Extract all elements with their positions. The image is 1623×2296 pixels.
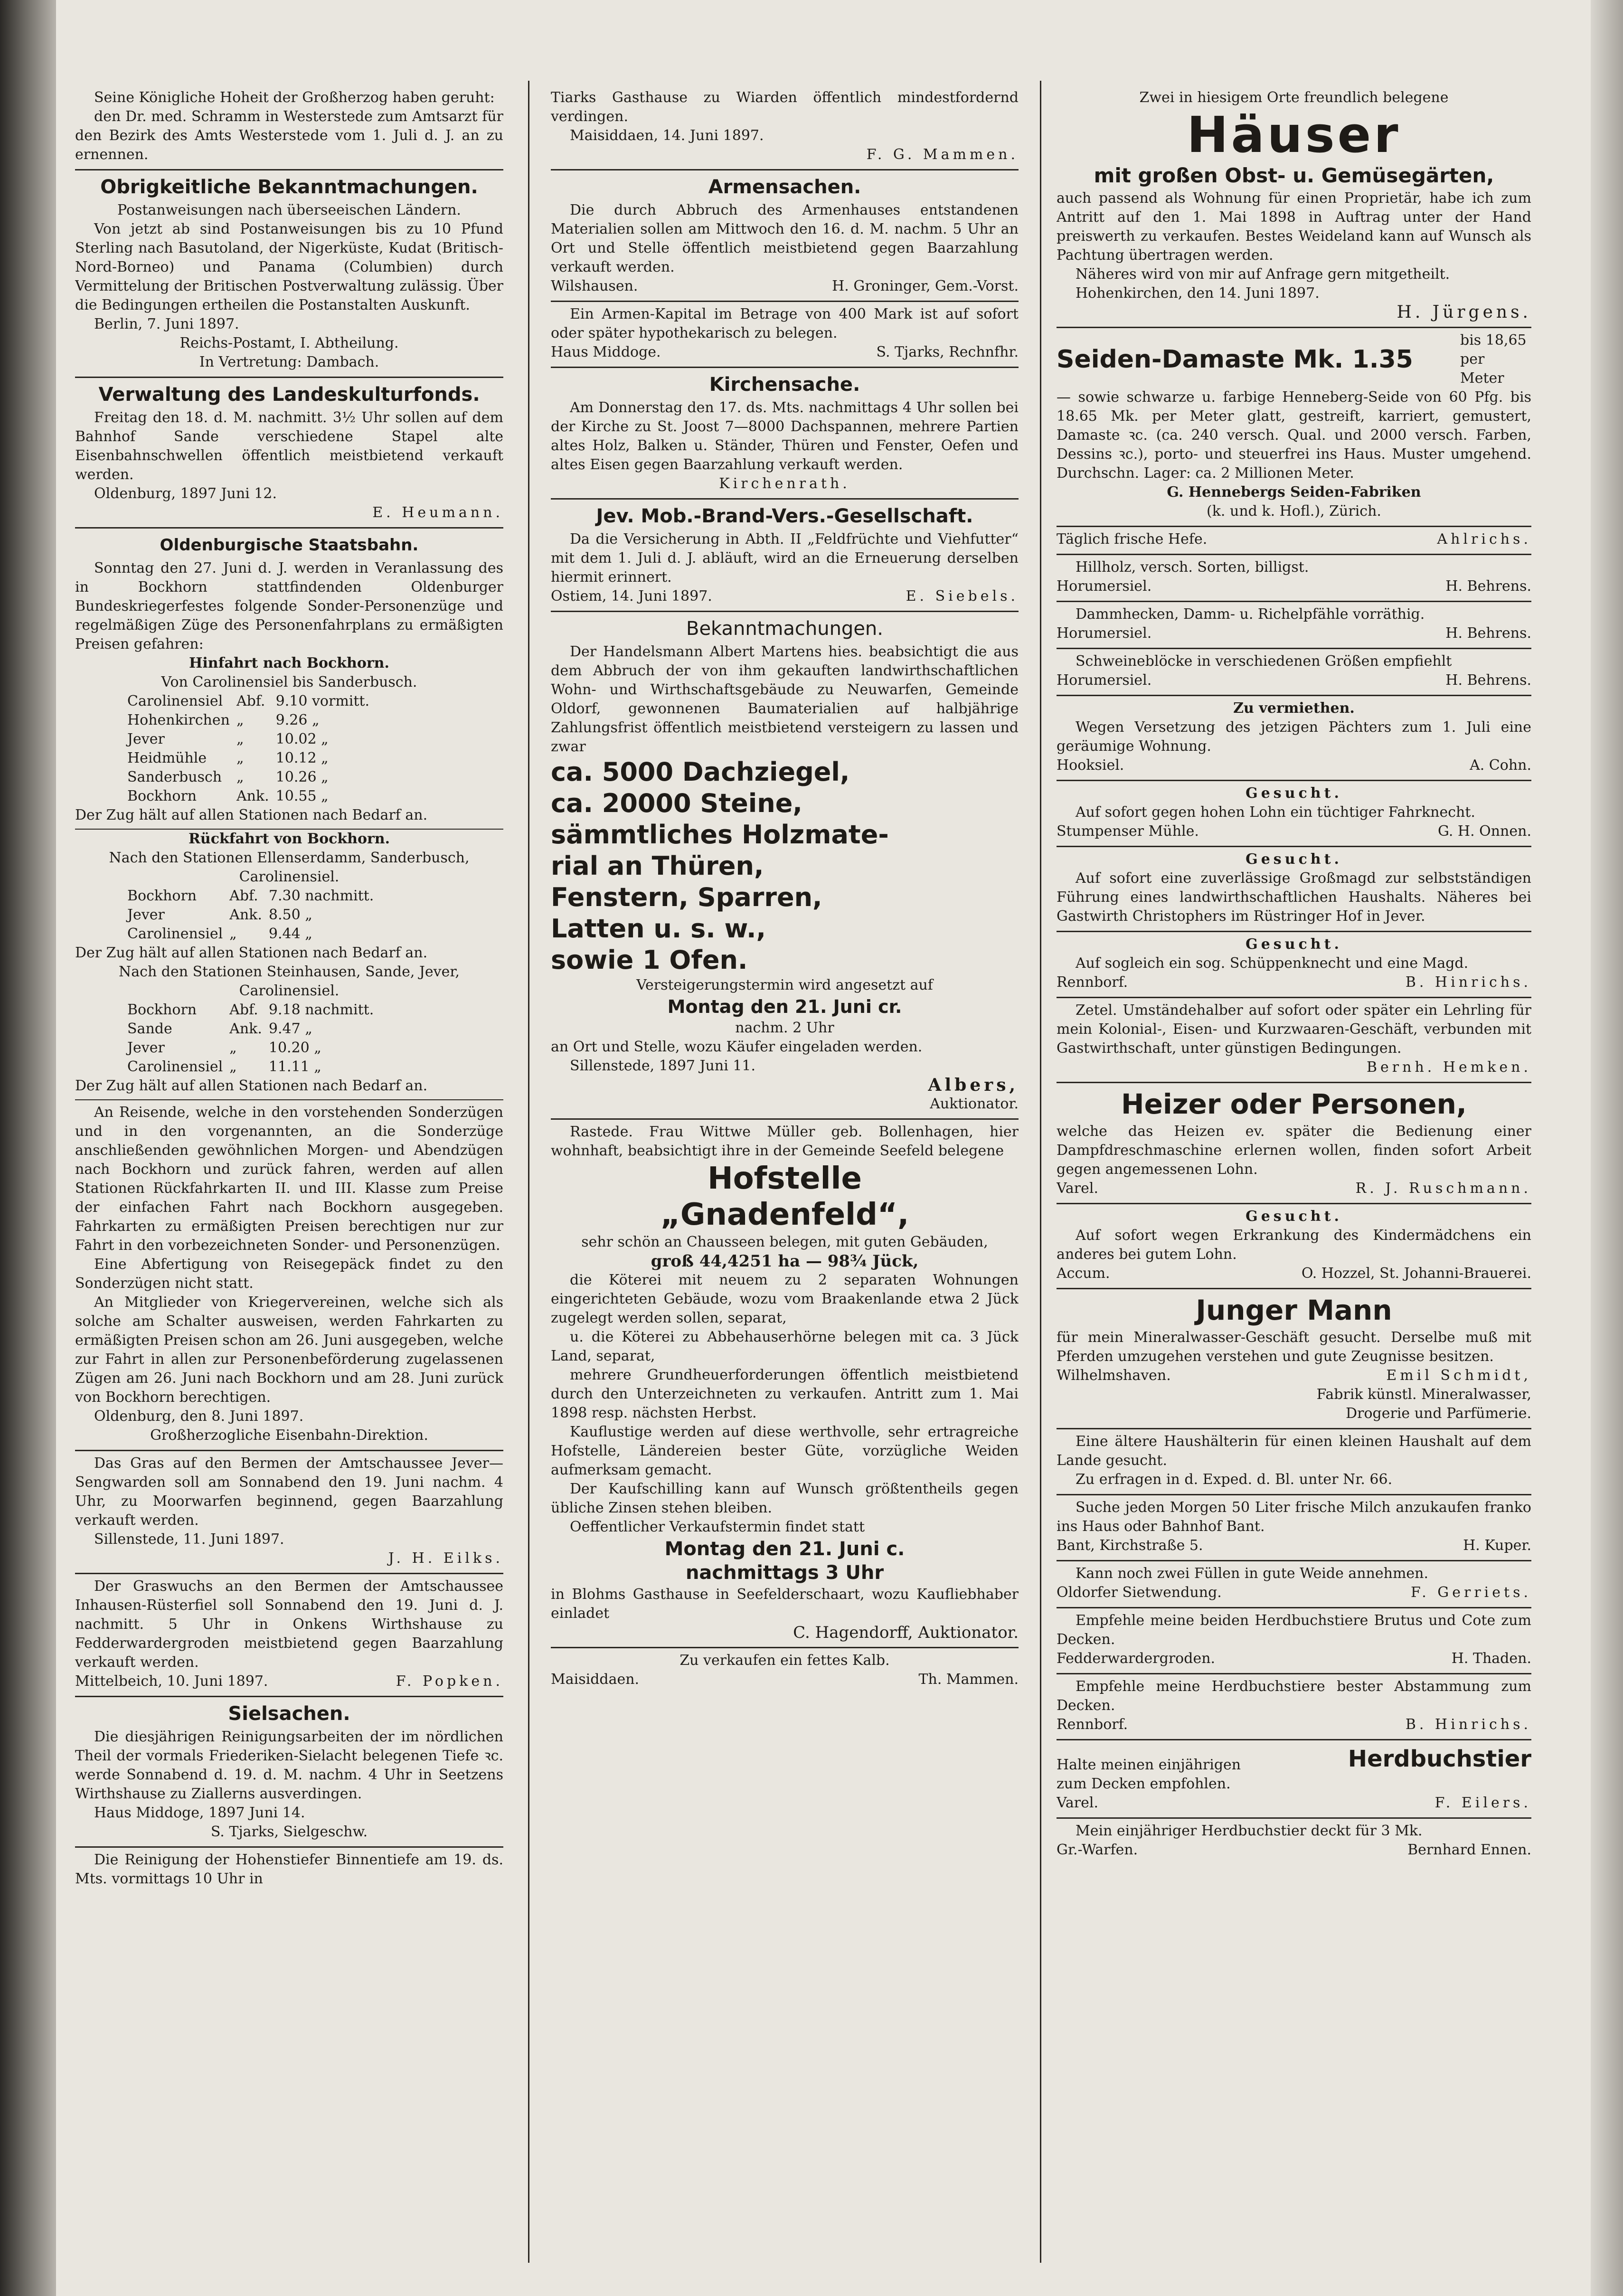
notice-heading: Bekanntmachungen. (686, 618, 883, 640)
direction: Abf. (229, 888, 258, 904)
text: in Blohms Gasthause in Seefelderschaart, wozu Kaufliebhaber einladet (551, 1586, 1019, 1622)
station: Bockhorn (127, 888, 197, 904)
place-date: Sillenstede, 1897 Juni 11. (570, 1058, 756, 1074)
signature: (k. und k. Hofl.), Zürich. (1207, 503, 1381, 520)
time: 10.55 „ (275, 788, 329, 804)
ad-gesucht-kindermaedchen (1057, 1204, 1531, 1289)
ad-junger-mann (1057, 1289, 1531, 1429)
text: Auf sogleich ein sog. Schüppenknecht und eine Magd. (1076, 955, 1469, 972)
signature-role: Auktionator. (930, 1096, 1019, 1112)
auction-item: Fenstern, Sparren, (551, 882, 822, 912)
signature-line (551, 587, 1019, 606)
ad-headline: Seiden-Damaste Mk. 1.35 (1057, 345, 1413, 374)
time: 10.12 „ (275, 750, 329, 766)
signature-line (1057, 1583, 1531, 1602)
ad-brutus (1057, 1608, 1531, 1674)
place: Maisiddaen. (551, 1671, 640, 1688)
ad-gesucht-fahrknecht (1057, 781, 1531, 847)
signature: Th. Mammen. (918, 1671, 1019, 1688)
signature-line (1057, 756, 1531, 775)
text: Die diesjährigen Reinigungsarbeiten der im nördlichen Theil der vormals Friederiken-Sielacht belegenen Tiefe ꝛc. werde Sonnabend d. 19. d. M. nachm. 4 Uhr in Seetzens Wirthshause zu Ziallerns ausverdingen. (75, 1729, 503, 1802)
timetable-row (127, 768, 376, 787)
notice-sielsachen (75, 1697, 503, 1848)
signature-line (1057, 822, 1531, 841)
text: — sowie schwarze u. farbige Henneberg-Seide von 60 Pfg. bis 18.65 Mk. per Meter glatt, gestreift, karriert, gemustert, Damaste ꝛc. (ca. 240 versch. Qual. und 2000 versch. Farben, Dessins ꝛc.), porto- und steuerfrei ins Haus. Muster umgehend. Durchschn. Lager: ca. 2 Millionen Meter. (1057, 389, 1531, 482)
subheading: Nach den Stationen Ellenserdamm, Sanderbusch, Carolinensiel. (109, 850, 470, 885)
ad-hefe (1057, 527, 1531, 555)
notice-reinigung (75, 1848, 503, 1893)
ad-headline: „Gnadenfeld“, (660, 1197, 909, 1232)
column-rule-left (528, 81, 529, 2263)
column-right (1057, 85, 1531, 2268)
station: Jever (127, 731, 165, 747)
direction: „ (236, 750, 244, 766)
time: 11.11 „ (268, 1058, 321, 1075)
timetable-row (127, 1058, 380, 1077)
ad-headline: Junger Mann (1196, 1294, 1392, 1326)
notice-heading: Armensachen. (708, 176, 861, 198)
text: Dammhecken, Damm- u. Richelpfähle vorräthig. (1076, 606, 1425, 623)
timetable-row (127, 787, 376, 806)
place-date: Sillenstede, 11. Juni 1897. (94, 1531, 284, 1548)
signature: A. Cohn. (1470, 757, 1531, 774)
ad-herdbuchstier-2 (1057, 1819, 1531, 1864)
text: Empfehle meine Herdbuchstiere bester Abstammung zum Decken. (1057, 1678, 1531, 1714)
text: Zetel. Umständehalber auf sofort oder später ein Lehrling für mein Kolonial-, Eisen- und Kurzwaaren-Geschäft, verbunden mit Gastwirthschaft, unter günstigen Bedingungen. (1057, 1002, 1531, 1057)
text: Mein einjähriger Herdbuchstier deckt für 3 Mk. (1076, 1823, 1423, 1839)
station: Heidmühle (127, 750, 207, 766)
text: Freitag den 18. d. M. nachmitt. 3½ Uhr sollen auf dem Bahnhof Sande verschiedene Stapel alte Eisenbahnschwellen öffentlich meistbietend verkauft werden. (75, 409, 503, 483)
timetable-hinfahrt (127, 692, 376, 806)
place: Wilhelmshaven. (1057, 1367, 1171, 1384)
signature-line (1057, 1179, 1531, 1198)
timetable-row (127, 749, 376, 768)
direction: Abf. (236, 693, 265, 709)
signature: B. Hinrichs. (1405, 974, 1531, 991)
time: 9.18 nachmitt. (268, 1002, 374, 1018)
timetable-row (127, 1039, 380, 1058)
text: Da die Versicherung in Abth. II „Feldfrüchte und Viehfutter“ mit dem 1. Juli d. J. abläuft, wird an die Erneuerung derselben hiermit erinnert. (551, 531, 1019, 586)
notice-armensachen (551, 170, 1019, 302)
text: die Köterei mit neuem zu 2 separaten Wohnungen eingerichteten Gebäude, wozu vom Braakenlande etwa 2 Jück zugelegt werden sollen, separat, (551, 1272, 1019, 1326)
place: Rennborf. (1057, 1716, 1128, 1733)
ad-herdbuchstiere (1057, 1674, 1531, 1740)
auction-item: rial an Thüren, (551, 851, 764, 881)
ad-seide (1057, 328, 1531, 527)
notice-graswuchs (75, 1574, 503, 1697)
signature: O. Hozzel, St. Johanni-Brauerei. (1301, 1265, 1531, 1282)
timetable-row (127, 730, 376, 749)
signature-line (1057, 973, 1531, 992)
notice-postal (75, 170, 503, 378)
time: 10.26 „ (275, 769, 329, 785)
text: Der Zug hält auf allen Stationen nach Bedarf an. (75, 945, 428, 961)
notice-kalb (551, 1648, 1019, 1694)
auction-time: nachm. 2 Uhr (735, 1020, 834, 1036)
signature: E. Siebels. (906, 588, 1019, 605)
place: Varel. (1057, 1795, 1099, 1811)
station: Carolinensiel (127, 1058, 223, 1075)
auction-item: Latten u. s. w., (551, 914, 766, 944)
time: 9.26 „ (275, 712, 320, 728)
station: Sande (127, 1020, 172, 1037)
station: Carolinensiel (127, 926, 223, 942)
signature: Ahlrichs. (1437, 531, 1531, 548)
text: Ein Armen-Kapital im Betrage von 400 Mark ist auf sofort oder später hypothekarisch zu belegen. (551, 306, 1019, 341)
price-range: bis 18,65 per Meter (1460, 332, 1527, 387)
place: Rennborf. (1057, 974, 1128, 991)
time: 9.47 „ (268, 1020, 312, 1037)
ad-title-row (1057, 1743, 1531, 1775)
signature: G. Hennebergs Seiden-Fabriken (1167, 484, 1421, 501)
station: Jever (127, 1039, 165, 1056)
ad-haeuser (1057, 85, 1531, 328)
signature: Reichs-Postamt, I. Abtheilung. (179, 335, 399, 351)
signature: G. H. Onnen. (1437, 823, 1531, 840)
text: Eine Abfertigung von Reisegepäck findet zu den Sonderzügen nicht statt. (75, 1256, 503, 1292)
text: Von jetzt ab sind Postanweisungen bis zu 10 Pfund Sterling nach Basutoland, der Nigerküste, Kudat (Britisch-Nord-Borneo) und Panama (Columbien) durch Vermittelung der Britischen Postverwaltung zulässig. Über die Bedingungen ertheilen die Postanstalten Auskunft. (75, 221, 503, 313)
time: 9.44 „ (268, 926, 312, 942)
signature: H. Behrens. (1445, 625, 1531, 642)
auction-item: sämmtliches Holzmate- (551, 820, 889, 850)
ad-herdbuchstier (1057, 1740, 1531, 1819)
timetable-row (127, 711, 376, 730)
ad-headline: Herdbuchstier (1348, 1746, 1531, 1772)
place: Haus Middoge. (551, 344, 661, 360)
timetable-row (127, 925, 380, 944)
text: zum Decken empfohlen. (1057, 1776, 1231, 1792)
ad-gesucht-schuppenknecht (1057, 932, 1531, 998)
notice-heading: Oldenburgische Staatsbahn. (160, 536, 419, 555)
subheading: Nach den Stationen Steinhausen, Sande, Jever, Carolinensiel. (119, 964, 460, 999)
text: Auf sofort gegen hohen Lohn ein tüchtiger Fahrknecht. (1076, 804, 1475, 821)
notice-appointment (75, 85, 503, 170)
signature-line (1057, 1715, 1531, 1734)
place: Hooksiel. (1057, 757, 1124, 774)
subheading: Rückfahrt von Bockhorn. (75, 829, 503, 849)
text: Kauflustige werden auf diese werthvolle, sehr ertragreiche Hofstelle, Ländereien bester Güte, vorzügliche Weiden aufmerksam gemacht. (551, 1424, 1019, 1478)
auction-date: Montag den 21. Juni c. (664, 1538, 905, 1560)
ad-hillholz (1057, 555, 1531, 602)
place-date: Hohenkirchen, den 14. Juni 1897. (1076, 285, 1320, 302)
text: Rastede. Frau Wittwe Müller geb. Bollenhagen, hier wohnhaft, beabsichtigt ihre in der Gemeinde Seefeld belegene (551, 1124, 1019, 1159)
timetable-row (127, 1020, 380, 1039)
station: Hohenkirchen (127, 712, 230, 728)
station: Jever (127, 907, 165, 923)
timetable-row (127, 1001, 380, 1020)
notice-gras (75, 1451, 503, 1574)
notice-landeskultur (75, 378, 503, 529)
text: Näheres wird von mir auf Anfrage gern mitgetheilt. (1076, 266, 1450, 283)
notice-brandversicherung (551, 500, 1019, 612)
ad-vermiethen (1057, 696, 1531, 781)
direction: Abf. (229, 1002, 258, 1018)
signature: Kirchenrath. (719, 475, 850, 492)
column-left (75, 85, 503, 2268)
signature: H. Kuper. (1463, 1537, 1531, 1554)
ad-title-row (1057, 331, 1531, 388)
place: Bant, Kirchstraße 5. (1057, 1537, 1203, 1554)
direction: Ank. (236, 788, 269, 804)
timetable-row (127, 906, 380, 925)
text: Der Handelsmann Albert Martens hies. beabsichtigt die aus dem Abbruch der von ihm gekauften landwirthschaftlichen Wohn- und Wirthschaftsgebäude zu Neuwarfen, Gemeinde Oldorf, gewonnenen Baumaterialien auf halbjährige Zahlungsfrist öffentlich meistbietend versteigern zu lassen und zwar (551, 643, 1019, 755)
signature-line (1057, 671, 1531, 690)
signature-line (1057, 624, 1531, 643)
place-date: Berlin, 7. Juni 1897. (94, 316, 239, 332)
signature-line (1057, 1264, 1531, 1283)
signature: F. Gerriets. (1411, 1584, 1531, 1601)
signature: E. Heumann. (372, 504, 503, 521)
ad-line (1057, 530, 1531, 549)
signature: Bernhard Ennen. (1407, 1842, 1531, 1858)
notice-heading: Zu vermiethen. (1233, 700, 1355, 717)
text: An Reisende, welche in den vorstehenden Sonderzügen und in den vorgenannten, an die Sonderzüge anschließenden gewöhnlichen Morgen- und Abendzügen nach Bockhorn und zurück fahren, werden auf allen Stationen Rückfahrkarten II. und III. Klasse zum Preise der einfachen Fahrt nach Bockhorn ausgegeben. Fahrkarten zu ermäßigten Preisen berechtigen nur zur Fahrt in den vorbezeichneten Sonder- und Personenzügen. (75, 1099, 503, 1255)
place-date: Maisiddaen, 14. Juni 1897. (570, 127, 764, 144)
text: Auf sofort wegen Erkrankung des Kindermädchens ein anderes bei gutem Lohn. (1057, 1227, 1531, 1263)
text: Hillholz, versch. Sorten, billigst. (1076, 559, 1309, 576)
signature: S. Tjarks, Sielgeschw. (210, 1824, 368, 1840)
signature-line (1057, 1536, 1531, 1555)
station: Bockhorn (127, 1002, 197, 1018)
signature-line (1057, 1649, 1531, 1668)
text: Der Zug hält auf allen Stationen nach Bedarf an. (75, 807, 428, 823)
place: Horumersiel. (1057, 672, 1152, 689)
text: Eine ältere Haushälterin für einen kleinen Haushalt auf dem Lande gesucht. (1057, 1433, 1531, 1469)
time: 8.50 „ (268, 907, 312, 923)
signature-line (551, 1670, 1019, 1689)
signature-line (551, 343, 1019, 362)
signature: Fabrik künstl. Mineralwasser, (1316, 1386, 1531, 1403)
time: 9.10 vormitt. (275, 693, 370, 709)
text: Halte meinen einjährigen (1057, 1757, 1241, 1773)
place: Varel. (1057, 1180, 1099, 1197)
ad-zetel-lehrling (1057, 998, 1531, 1083)
text: Schweineblöcke in verschiedenen Größen empfiehlt (1076, 653, 1452, 670)
notice-heading: Gesucht. (1246, 1208, 1342, 1225)
notice-hofstelle (551, 1120, 1019, 1648)
notice-heading: Gesucht. (1246, 851, 1342, 868)
signature-line (1057, 577, 1531, 596)
timetable-rueckfahrt-2 (127, 1001, 380, 1077)
text: welche das Heizen ev. später die Bedienung einer Dampfdreschmaschine erlernen wollen, finden sofort Arbeit gegen angemessenen Lohn. (1057, 1123, 1531, 1178)
text: Die Reinigung der Hohenstiefer Binnentiefe am 19. ds. Mts. vormittags 10 Uhr in (75, 1852, 503, 1887)
time: 10.02 „ (275, 731, 329, 747)
place: Horumersiel. (1057, 625, 1152, 642)
text: Tiarks Gasthause zu Wiarden öffentlich mindestfordernd verdingen. (551, 89, 1019, 125)
signature: Großherzogliche Eisenbahn-Direktion. (150, 1427, 428, 1444)
text: auch passend als Wohnung für einen Proprietär, habe ich zum Antritt auf den 1. Mai 1898 in Auftrag unter der Hand preiswerth zu verkaufen. Bestes Weideland kann auf Wunsch als Pachtung übertragen werden. (1057, 190, 1531, 264)
text: den Dr. med. Schramm in Westerstede zum Amtsarzt für den Bezirk des Amts Westerstede vom 1. Juli d. J. an zu ernennen. (75, 108, 503, 163)
place-date: Ostiem, 14. Juni 1897. (551, 588, 712, 605)
auction-date: Montag den 21. Juni cr. (667, 996, 902, 1017)
signature: H. Behrens. (1445, 672, 1531, 689)
direction: „ (229, 1058, 237, 1075)
ad-haushaelterin (1057, 1429, 1531, 1495)
text: Empfehle meine beiden Herdbuchstiere Brutus und Cote zum Decken. (1057, 1612, 1531, 1648)
text: Zwei in hiesigem Orte freundlich belegene (1139, 89, 1449, 106)
text: mehrere Grundheuerforderungen öffentlich meistbietend durch den Unterzeichneten zu verkaufen. Antritt zum 1. Mai 1898 resp. nächsten Herbst. (551, 1367, 1019, 1421)
text: An Mitglieder von Kriegervereinen, welche sich als solche am Schalter ausweisen, werden Fahrkarten zu ermäßigten Preisen schon am 26. Juni ausgegeben, welche zur Fahrt in allen zur Personenbeförderung zugelassenen Zügen am 26. Juni nach Bockhorn und am 28. Juni zurück von Bockhorn berechtigen. (75, 1294, 503, 1406)
direction: „ (229, 926, 237, 942)
signature: Emil Schmidt, (1386, 1367, 1531, 1384)
notice-heading: Kirchensache. (709, 374, 860, 396)
place: Gr.-Warfen. (1057, 1842, 1138, 1858)
text: Seine Königliche Hoheit der Großherzog haben geruht: (94, 89, 495, 106)
ad-headline: Heizer oder Personen, (1121, 1088, 1467, 1120)
ad-milch (1057, 1495, 1531, 1561)
place: Fedderwardergroden. (1057, 1650, 1216, 1667)
text: Der Zug hält auf allen Stationen nach Bedarf an. (75, 1077, 428, 1094)
place: Oldorfer Sietwendung. (1057, 1584, 1222, 1601)
subheading: Hinfahrt nach Bockhorn. (189, 655, 389, 671)
place: Horumersiel. (1057, 578, 1152, 595)
signature: H. Jürgens. (1397, 302, 1531, 322)
text: Kann noch zwei Füllen in gute Weide annehmen. (1076, 1565, 1429, 1582)
auction-item: sowie 1 Ofen. (551, 945, 748, 975)
notice-armenkapital (551, 302, 1019, 368)
station: Bockhorn (127, 788, 197, 804)
signature: Drogerie und Parfümerie. (1346, 1405, 1531, 1422)
text: Das Gras auf den Bermen der Amtschaussee Jever—Sengwarden soll am Sonnabend den 19. Juni nachm. 4 Uhr, zu Moorwarfen beginnend, gegen Baarzahlung verkauft werden. (75, 1455, 503, 1529)
text: Versteigerungstermin wird angesetzt auf (636, 977, 933, 993)
ad-dammhecken (1057, 602, 1531, 649)
text: Postanweisungen nach überseeischen Ländern. (117, 202, 461, 218)
place: Accum. (1057, 1265, 1110, 1282)
signature: F. G. Mammen. (866, 146, 1019, 163)
text: Am Donnerstag den 17. ds. Mts. nachmittags 4 Uhr sollen bei der Kirche zu St. Joost 7—8000 Dachspannen, mehrere Partien altes Holz, Balken u. Ständer, Thüren und Fenster, Oefen und altes Eisen gegen Baarzahlung verkauft werden. (551, 399, 1019, 473)
text: Sonntag den 27. Juni d. J. werden in Veranlassung des in Bockhorn stattfindenden Oldenburger Bundeskriegerfestes folgende Sonder-Personenzüge und regelmäßigen Züge des Personenfahrplans zu ermäßigten Preisen gefahren: (75, 560, 503, 652)
text: Zu erfragen in d. Exped. d. Bl. unter Nr. 66. (1076, 1471, 1393, 1488)
ad-fuellen (1057, 1561, 1531, 1608)
direction: Ank. (229, 907, 262, 923)
signature: F. Eilers. (1434, 1795, 1531, 1811)
direction: „ (236, 731, 244, 747)
column-rule-right (1040, 81, 1041, 2263)
signature: S. Tjarks, Rechnfhr. (876, 344, 1019, 360)
text: Der Graswuchs an den Bermen der Amtschaussee Inhausen-Rüsterfiel soll Sonnabend den 19. Juni d. J. nachmitt. 5 Uhr in Onkens Wirthshause zu Fedderwardergroden meistbietend gegen Baarzahlung verkauft werden. (75, 1578, 503, 1671)
text: an Ort und Stelle, wozu Käufer eingeladen werden. (551, 1039, 923, 1055)
ad-schweineblocke (1057, 649, 1531, 696)
notice-heading: Sielsachen. (228, 1703, 350, 1725)
signature-line (1057, 1841, 1531, 1860)
text: groß 44,4251 ha — 98¾ Jück, (651, 1252, 919, 1271)
ad-headline: Hofstelle (708, 1161, 862, 1196)
text: u. die Köterei zu Abbehauserhörne belegen mit ca. 3 Jück Land, separat, (551, 1329, 1019, 1364)
column-middle (551, 85, 1019, 2268)
text: Der Kaufschilling kann auf Wunsch größtentheils gegen übliche Zinsen stehen bleiben. (551, 1481, 1019, 1516)
direction: „ (236, 769, 244, 785)
notice-heading: Jev. Mob.-Brand-Vers.-Gesellschaft. (596, 505, 973, 527)
place-date: Haus Middoge, 1897 Juni 14. (94, 1805, 305, 1821)
signature: C. Hagendorff, Auktionator. (793, 1623, 1019, 1642)
page-edge-right (1591, 0, 1623, 2296)
auction-time: nachmittags 3 Uhr (685, 1562, 884, 1584)
time: 7.30 nachmitt. (268, 888, 374, 904)
notice-heading: Gesucht. (1246, 785, 1342, 802)
text: für mein Mineralwasser-Geschäft gesucht. Derselbe muß mit Pferden umzugehen verstehen und gute Zeugnisse besitzen. (1057, 1329, 1531, 1365)
signature: In Vertretung: Dambach. (199, 354, 379, 370)
timetable-row (127, 692, 376, 711)
notice-staatsbahn (75, 529, 503, 1451)
direction: „ (236, 712, 244, 728)
signature: H. Behrens. (1445, 578, 1531, 595)
signature: R. J. Ruschmann. (1355, 1180, 1531, 1197)
subheading: Von Carolinensiel bis Sanderbusch. (161, 674, 417, 690)
text: Zu verkaufen ein fettes Kalb. (679, 1652, 890, 1669)
signature-line (75, 1672, 503, 1691)
signature-line (551, 277, 1019, 296)
place: Stumpenser Mühle. (1057, 823, 1199, 840)
place-date: Oldenburg, den 8. Juni 1897. (94, 1408, 304, 1425)
auction-item: ca. 20000 Steine, (551, 788, 802, 818)
ad-headline: Häuser (1187, 106, 1401, 164)
auction-item: ca. 5000 Dachziegel, (551, 757, 850, 787)
signature: Bernh. Hemken. (1366, 1059, 1531, 1076)
text: Auf sofort eine zuverlässige Großmagd zur selbstständigen Führung eines landwirthschaftlichen Haushalts. Näheres bei Gastwirth Christophers im Rüstringer Hof in Jever. (1057, 870, 1531, 925)
binding-edge (0, 0, 56, 2296)
notice-kirchensache (551, 368, 1019, 500)
signature: H. Thaden. (1451, 1650, 1531, 1667)
signature: B. Hinrichs. (1405, 1716, 1531, 1733)
text: sehr schön an Chausseen belegen, mit guten Gebäuden, (581, 1234, 988, 1250)
timetable-rueckfahrt-1 (127, 887, 380, 944)
station: Carolinensiel (127, 693, 223, 709)
ad-heizer (1057, 1083, 1531, 1204)
time: 10.20 „ (268, 1039, 321, 1056)
timetable-row (127, 887, 380, 906)
direction: „ (229, 1039, 237, 1056)
signature-line (1057, 1366, 1531, 1385)
notice-heading: Obrigkeitliche Bekanntmachungen. (100, 176, 478, 198)
text: Die durch Abbruch des Armenhauses entstandenen Materialien sollen am Mittwoch den 16. d. M. nachm. 5 Uhr an Ort und Stelle öffentlich meistbietend gegen Baarzahlung verkauft werden. (551, 202, 1019, 275)
text: Oeffentlicher Verkaufstermin findet statt (570, 1519, 865, 1535)
text: Wegen Versetzung des jetzigen Pächters zum 1. Juli eine geräumige Wohnung. (1057, 719, 1531, 755)
signature: J. H. Eilks. (388, 1550, 503, 1567)
place: Wilshausen. (551, 278, 638, 294)
signature: F. Popken. (396, 1673, 503, 1690)
ad-gesucht-grossmagd (1057, 847, 1531, 932)
text: Täglich frische Hefe. (1057, 531, 1208, 548)
place-date: Mittelbeich, 10. Juni 1897. (75, 1673, 268, 1690)
signature: H. Groninger, Gem.-Vorst. (832, 278, 1019, 294)
signature-line (1057, 1794, 1531, 1813)
text: Suche jeden Morgen 50 Liter frische Milch anzukaufen franko ins Haus oder Bahnhof Bant. (1057, 1499, 1531, 1535)
notice-continuation (551, 85, 1019, 170)
ad-subheadline: mit großen Obst- u. Gemüsegärten, (1094, 164, 1494, 187)
notice-heading: Gesucht. (1246, 936, 1342, 953)
notice-bekanntmachungen (551, 612, 1019, 1120)
notice-heading: Verwaltung des Landeskulturfonds. (98, 384, 480, 406)
station: Sanderbusch (127, 769, 222, 785)
direction: Ank. (229, 1020, 262, 1037)
signature: Albers, (928, 1075, 1019, 1095)
place-date: Oldenburg, 1897 Juni 12. (94, 485, 277, 502)
